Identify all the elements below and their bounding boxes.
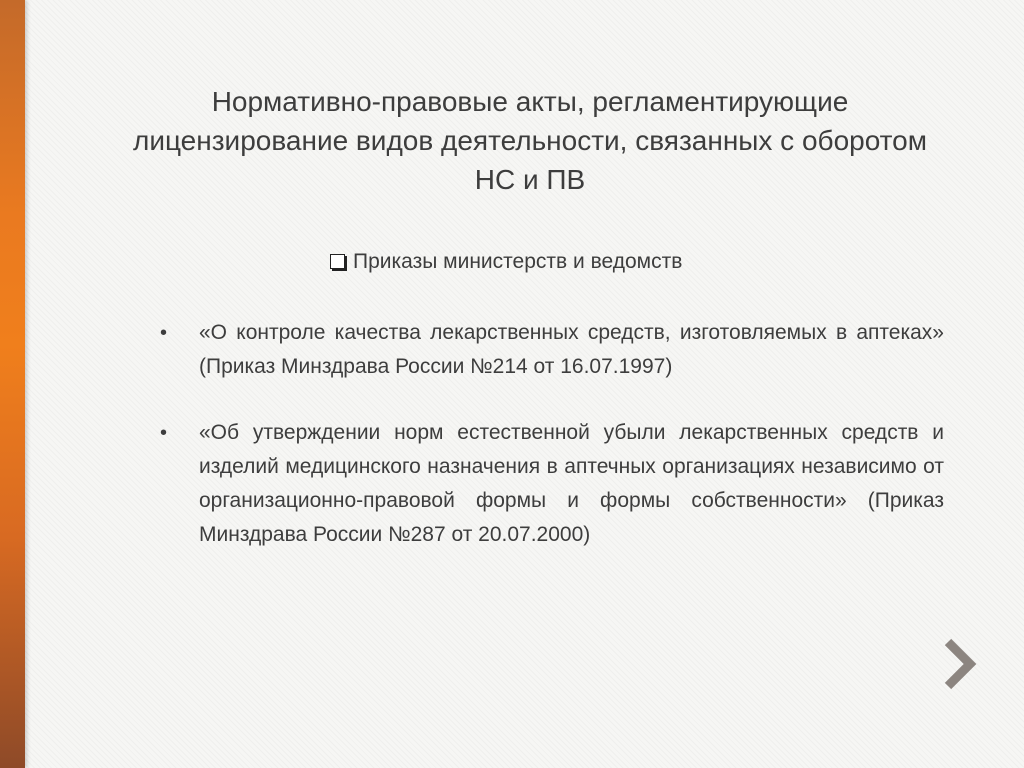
bullet-marker: • <box>160 322 168 344</box>
list-item <box>160 416 944 552</box>
checkbox-icon <box>330 254 345 269</box>
bullet-marker: • <box>160 422 168 444</box>
subheading-text: Приказы министерств и ведомств <box>353 250 683 273</box>
side-accent-stripe <box>0 0 25 768</box>
subheading <box>330 248 682 276</box>
bullet-list <box>160 316 944 552</box>
chevron-right-icon[interactable] <box>942 638 978 690</box>
list-item-text: «О контроле качества лекарственных средств, изготовляемых в аптеках» (Приказ Минздрава России №214 от 16.07.1997) <box>199 321 944 378</box>
list-item <box>160 316 944 384</box>
list-item-text: «Об утверждении норм естественной убыли лекарственных средств и изделий медицинского назначения в аптечных организациях независимо от организационно-правовой формы и формы собственности» (Приказ Минздрава России №287 от 20.07.2000) <box>199 421 944 546</box>
slide-title: Нормативно-правовые акты, регламентирующие лицензирование видов деятельности, связанных с оборотом НС и ПВ <box>132 86 928 195</box>
